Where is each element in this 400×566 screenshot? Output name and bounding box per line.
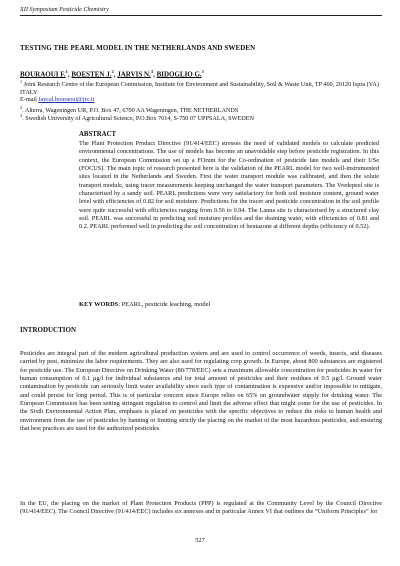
keywords-label: KEY WORDS xyxy=(79,301,119,308)
author-name: BOURAOUI F. xyxy=(20,70,66,79)
affiliation-mark: 1 xyxy=(20,79,23,84)
email-link[interactable]: faycal.bouraoui@jrc.it xyxy=(38,96,95,103)
running-header: XII Symposium Pesticide Chemistry xyxy=(20,6,109,13)
author-separator: , xyxy=(113,70,118,79)
author-separator: , xyxy=(67,70,72,79)
affiliation-1 xyxy=(20,78,382,98)
abstract-text: The Plant Protection Product Directive (91/414/EEC) stresses the need of validated models to calculate predicted environmental concentrations. The use of models has become an unavoidable step before pesticide registration. In this context, the European Commission set up a FOrum for the Co-ordination of pesticide fate models and their USe (FOCUS). The main topic of research presented here is the validation of the PEARL model for two well-instrumented sites located in the Netherlands and Sweden. First the water transport module was calibrated, and then the solute transport module, using tracer measurements keeping unchanged the water transport parameters. The Vredepeel site is characterised by a sandy soil. PEARL predictions were very satisfactory for both soil moisture content, ground water level with efficiencies of 0.82 for soil moisture. Predictions for the tracer and pesticide concentration in the soil profile were quite successful with efficiencies ranging from 0.56 to 0.94. The Lanna site is characterised by a structured clay soil. PEARL was successful in predicting soil moisture profiles and the draining water, with efficiencies of 0.81 and 0.2. PEARL performed well in predicting the soil concentration of bentazone at different depths (efficiency of 0.52). xyxy=(79,140,379,231)
introduction-heading: INTRODUCTION xyxy=(20,326,77,334)
author-name: JARVIS N. xyxy=(117,70,151,79)
email-line xyxy=(20,96,94,103)
author-name: BIDOGLIO G. xyxy=(156,70,202,79)
paper-title: TESTING THE PEARL MODEL IN THE NETHERLANDS AND SWEDEN xyxy=(20,44,256,52)
introduction-paragraph-2: In the EU, the placing on the market of Plant Protection Products (PPP) is regulated at the Community Level by the Council Directive (91/414/EEC). The Council Directive (91/414/EEC) includes six annexes and in particular Annex VI that outlines the “Uniform Principles” for xyxy=(20,500,382,516)
keywords xyxy=(79,301,210,308)
header-rule xyxy=(20,15,382,16)
page-number: 527 xyxy=(195,537,205,544)
author-affiliation-mark: 1 xyxy=(201,69,204,74)
author-list xyxy=(20,69,204,78)
affiliation-mark: 2 xyxy=(20,105,23,110)
affiliation-text: Joint Research Centre of the European Commission, Institute for Environment and Sustainability, Soil & Waste Unit, TP 460, 20120 Ispra (VA) ITALY xyxy=(20,81,379,97)
abstract-heading: ABSTRACT xyxy=(79,131,117,138)
introduction-paragraph-1: Pesticides are integral part of the modern agricultural production system and are used to control occurrence of weeds, insects, and diseases carried by pest, minimize the labor requirements. They are also used for regulating crop growth. In Europe, about 800 substances are registered for pesticide use. The European Directive on Drinking Water (80/778/EEC) sets a maximum allowable concentration for pesticides in water for human consumption of 0.1 µg/l for individual substances and for total amount of pesticides and their residues of 0.5 µg/l. Ground water contamination by pesticide can seriously limit water availability since such type of contamination is expensive and/or impossible to mitigate, and could persist for long period. This is of particular concern since Europe relies on 65% on groundwater supply for drinking water. The European Commission has been setting stringent regulation to control and limit the adverse effect that might come for the use of pesticides. In the Sixth Environmental Action Plan, emphasis is placed on pesticides with the specific objectives to reduce the risks to human health and environment from the use of pesticides by banning or limiting strictly the placing on the market of the most hazardous pesticides, and ensuring that best practices are used for the authorized pesticides. xyxy=(20,350,382,432)
author-separator: , xyxy=(153,70,157,79)
author-affiliation-mark: 2 xyxy=(111,69,114,74)
email-label: E-mail xyxy=(20,96,39,103)
author-affiliation-mark: 1 xyxy=(65,69,68,74)
affiliation-3 xyxy=(20,112,382,123)
affiliation-mark: 3 xyxy=(20,113,23,118)
affiliation-text: . Swedish University of Agricultural Science, P.O.Box 7014, S-750 07 UPPSALA, SWEDEN xyxy=(22,115,254,123)
affiliation-text: . Alterra, Wageningen UR, P.O. Box 47, 6700 AA Wageningen, THE NETHERLANDS xyxy=(22,107,239,115)
keywords-text: : PEARL, pesticide leaching, model xyxy=(118,301,211,308)
author-name: BOESTEN J. xyxy=(71,70,112,79)
author-affiliation-mark: 3 xyxy=(150,69,154,74)
